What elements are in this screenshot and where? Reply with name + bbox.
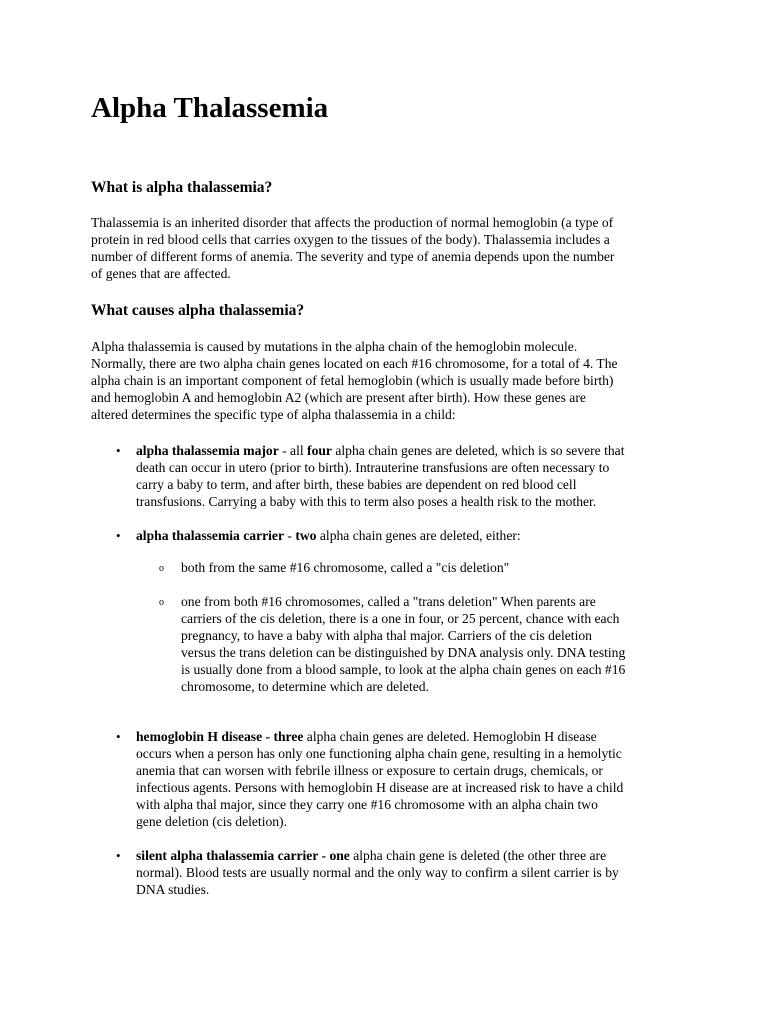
sub-list-item-line: pregnancy, to have a baby with alpha thal major. Carriers of the cis deletion bbox=[181, 628, 592, 643]
sub-list-item-line: chromosome, to determine which are deleted. bbox=[181, 679, 429, 694]
bullet-marker: • bbox=[116, 729, 121, 744]
list-item-first-line: hemoglobin H disease - three alpha chain genes are deleted. Hemoglobin H disease bbox=[136, 729, 597, 744]
list-item-line: occurs when a person has only one functioning alpha chain gene, resulting in a hemolytic bbox=[136, 746, 622, 761]
paragraph-line: Alpha thalassemia is caused by mutations in the alpha chain of the hemoglobin molecule. bbox=[91, 339, 578, 354]
count-two: two bbox=[295, 528, 317, 543]
paragraph-line: Thalassemia is an inherited disorder that affects the production of normal hemoglobin (a type of bbox=[91, 215, 614, 230]
list-item-text bbox=[136, 442, 625, 510]
bullet-marker: • bbox=[116, 528, 121, 543]
sub-bullet-marker: o bbox=[159, 563, 164, 574]
list-item-first-line: silent alpha thalassemia carrier - one alpha chain gene is deleted (the other three are bbox=[136, 848, 607, 863]
sub-list-item-line: one from both #16 chromosomes, called a "trans deletion" When parents are bbox=[181, 594, 596, 609]
list-item-line: death can occur in utero (prior to birth). Intrauterine transfusions are often necessary to bbox=[136, 460, 610, 475]
sub-list-item-text bbox=[181, 593, 625, 695]
paragraph-line: and hemoglobin A and hemoglobin A2 (which are present after birth). How these genes are bbox=[91, 390, 586, 405]
sub-list-item-text bbox=[181, 559, 509, 576]
list-item-line: infectious agents. Persons with hemoglobin H disease are at increased risk to have a child bbox=[136, 780, 624, 795]
paragraph-line: of genes that are affected. bbox=[91, 266, 231, 281]
list-item-line: carry a baby to term, and after birth, these babies are dependent on red blood cell bbox=[136, 477, 577, 492]
paragraph-line: number of different forms of anemia. The severity and type of anemia depends upon the number bbox=[91, 249, 615, 264]
term-carrier: alpha thalassemia carrier bbox=[136, 528, 284, 543]
list-item-first-line: alpha thalassemia carrier - two alpha chain genes are deleted, either: bbox=[136, 528, 521, 543]
bullet-marker: • bbox=[116, 848, 121, 863]
list-item-text bbox=[136, 847, 619, 898]
list-item-first-line: alpha thalassemia major - all four alpha chain genes are deleted, which is so severe that bbox=[136, 443, 625, 458]
paragraph-intro bbox=[91, 214, 691, 282]
list-item-line: anemia that can worsen with febrile illness or exposure to certain drugs, chemicals, or bbox=[136, 763, 603, 778]
list-item-line: DNA studies. bbox=[136, 882, 210, 897]
list-item-line: transfusions. Carrying a baby with this to term also poses a health risk to the mother. bbox=[136, 494, 597, 509]
paragraph-causes bbox=[91, 338, 691, 423]
count-four: four bbox=[307, 443, 332, 458]
list-item-line: normal). Blood tests are usually normal and the only way to confirm a silent carrier is by bbox=[136, 865, 619, 880]
list-item-line: with alpha thal major, since they carry one #16 chromosome with an alpha chain two bbox=[136, 797, 598, 812]
paragraph-line: altered determines the specific type of alpha thalassemia in a child: bbox=[91, 407, 456, 422]
sub-bullet-marker: o bbox=[159, 597, 164, 608]
sub-list-item-line: versus the trans deletion can be distinguished by DNA analysis only. DNA testing bbox=[181, 645, 626, 660]
paragraph-line: Normally, there are two alpha chain genes located on each #16 chromosome, for a total of 4. The bbox=[91, 356, 618, 371]
heading-what-is: What is alpha thalassemia? bbox=[91, 179, 273, 196]
bullet-marker: • bbox=[116, 443, 121, 458]
list-item-text bbox=[136, 728, 623, 830]
sub-list-item-line: is usually done from a blood sample, to look at the alpha chain genes on each #16 bbox=[181, 662, 626, 677]
term-hemoglobin-h: hemoglobin H disease - three bbox=[136, 729, 304, 744]
list-item-line: gene deletion (cis deletion). bbox=[136, 814, 287, 829]
page-title: Alpha Thalassemia bbox=[91, 92, 329, 124]
paragraph-line: protein in red blood cells that carries oxygen to the tissues of the body). Thalassemia includes a bbox=[91, 232, 610, 247]
term-major: alpha thalassemia major bbox=[136, 443, 279, 458]
list-item-text bbox=[136, 527, 521, 544]
paragraph-line: alpha chain is an important component of fetal hemoglobin (which is usually made before birth) bbox=[91, 373, 614, 388]
sub-list-item-line: both from the same #16 chromosome, called a "cis deletion" bbox=[181, 560, 510, 575]
sub-list-item-line: carriers of the cis deletion, there is a one in four, or 25 percent, chance with each bbox=[181, 611, 620, 626]
heading-what-causes: What causes alpha thalassemia? bbox=[91, 302, 305, 319]
term-silent-carrier: silent alpha thalassemia carrier - one bbox=[136, 848, 350, 863]
